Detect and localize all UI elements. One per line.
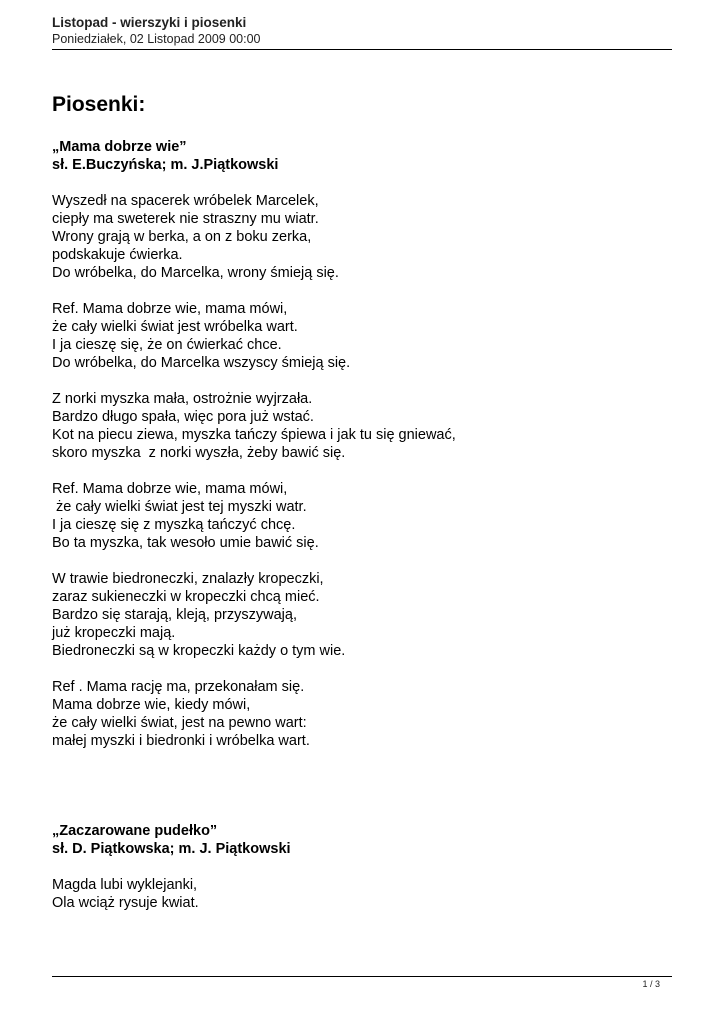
lyric-line: I ja cieszę się, że on ćwierkać chce. xyxy=(52,337,282,353)
lyric-line: Wyszedł na spacerek wróbelek Marcelek, xyxy=(52,193,319,209)
stanza xyxy=(52,570,672,660)
lyric-line: że cały wielki świat, jest na pewno wart: xyxy=(52,715,307,731)
song-spacer xyxy=(52,768,672,822)
lyric-line: Mama dobrze wie, kiedy mówi, xyxy=(52,697,251,713)
lyric-line: podskakuje ćwierka. xyxy=(52,247,183,263)
lyric-line: Bo ta myszka, tak wesoło umie bawić się. xyxy=(52,535,319,551)
lyric-line: Ola wciąż rysuje kwiat. xyxy=(52,895,199,911)
lyric-line: I ja cieszę się z myszką tańczyć chcę. xyxy=(52,517,296,533)
lyric-line: skoro myszka z norki wyszła, żeby bawić się. xyxy=(52,445,346,461)
song xyxy=(52,138,672,750)
refrain xyxy=(52,678,672,750)
song-title: „Zaczarowane pudełko” xyxy=(52,823,218,839)
lyric-line: Do wróbelka, do Marcelka, wrony śmieją się. xyxy=(52,265,339,281)
lyric-line: Do wróbelka, do Marcelka wszyscy śmieją się. xyxy=(52,355,351,371)
lyric-line: Ref . Mama rację ma, przekonałam się. xyxy=(52,679,305,695)
lyric-line: już kropeczki mają. xyxy=(52,625,176,641)
lyric-line: Z norki myszka mała, ostrożnie wyjrzała. xyxy=(52,391,313,407)
lyric-line: ciepły ma sweterek nie straszny mu wiatr. xyxy=(52,211,319,227)
song-credits: sł. D. Piątkowska; m. J. Piątkowski xyxy=(52,841,291,857)
section-heading: Piosenki: xyxy=(52,93,146,116)
lyric-line: że cały wielki świat jest tej myszki watr. xyxy=(52,499,307,515)
stanza xyxy=(52,192,672,282)
lyric-line: że cały wielki świat jest wróbelka wart. xyxy=(52,319,298,335)
page-number: 1 / 3 xyxy=(642,979,660,989)
footer-divider xyxy=(52,976,672,977)
document-date: Poniedziałek, 02 Listopad 2009 00:00 xyxy=(52,32,261,46)
song-title: „Mama dobrze wie” xyxy=(52,139,187,155)
lyric-line: Biedroneczki są w kropeczki każdy o tym wie. xyxy=(52,643,346,659)
refrain xyxy=(52,480,672,552)
lyric-line: małej myszki i biedronki i wróbelka wart. xyxy=(52,733,310,749)
lyric-line: Magda lubi wyklejanki, xyxy=(52,877,198,893)
song-credits: sł. E.Buczyńska; m. J.Piątkowski xyxy=(52,157,279,173)
page-header xyxy=(52,15,672,47)
stanza xyxy=(52,876,672,912)
document-title: Listopad - wierszyki i piosenki xyxy=(52,15,247,30)
song xyxy=(52,822,672,912)
lyric-line: Ref. Mama dobrze wie, mama mówi, xyxy=(52,301,288,317)
main-content xyxy=(52,92,672,930)
stanza xyxy=(52,390,672,462)
lyric-line: Bardzo długo spała, więc pora już wstać. xyxy=(52,409,314,425)
lyric-line: Ref. Mama dobrze wie, mama mówi, xyxy=(52,481,288,497)
lyric-line: W trawie biedroneczki, znalazły kropeczki, xyxy=(52,571,324,587)
lyric-line: zaraz sukieneczki w kropeczki chcą mieć. xyxy=(52,589,320,605)
lyric-line: Wrony grają w berka, a on z boku zerka, xyxy=(52,229,312,245)
refrain xyxy=(52,300,672,372)
lyric-line: Kot na piecu ziewa, myszka tańczy śpiewa i jak tu się gniewać, xyxy=(52,427,456,443)
header-divider xyxy=(52,49,672,50)
lyric-line: Bardzo się starają, kleją, przyszywają, xyxy=(52,607,297,623)
